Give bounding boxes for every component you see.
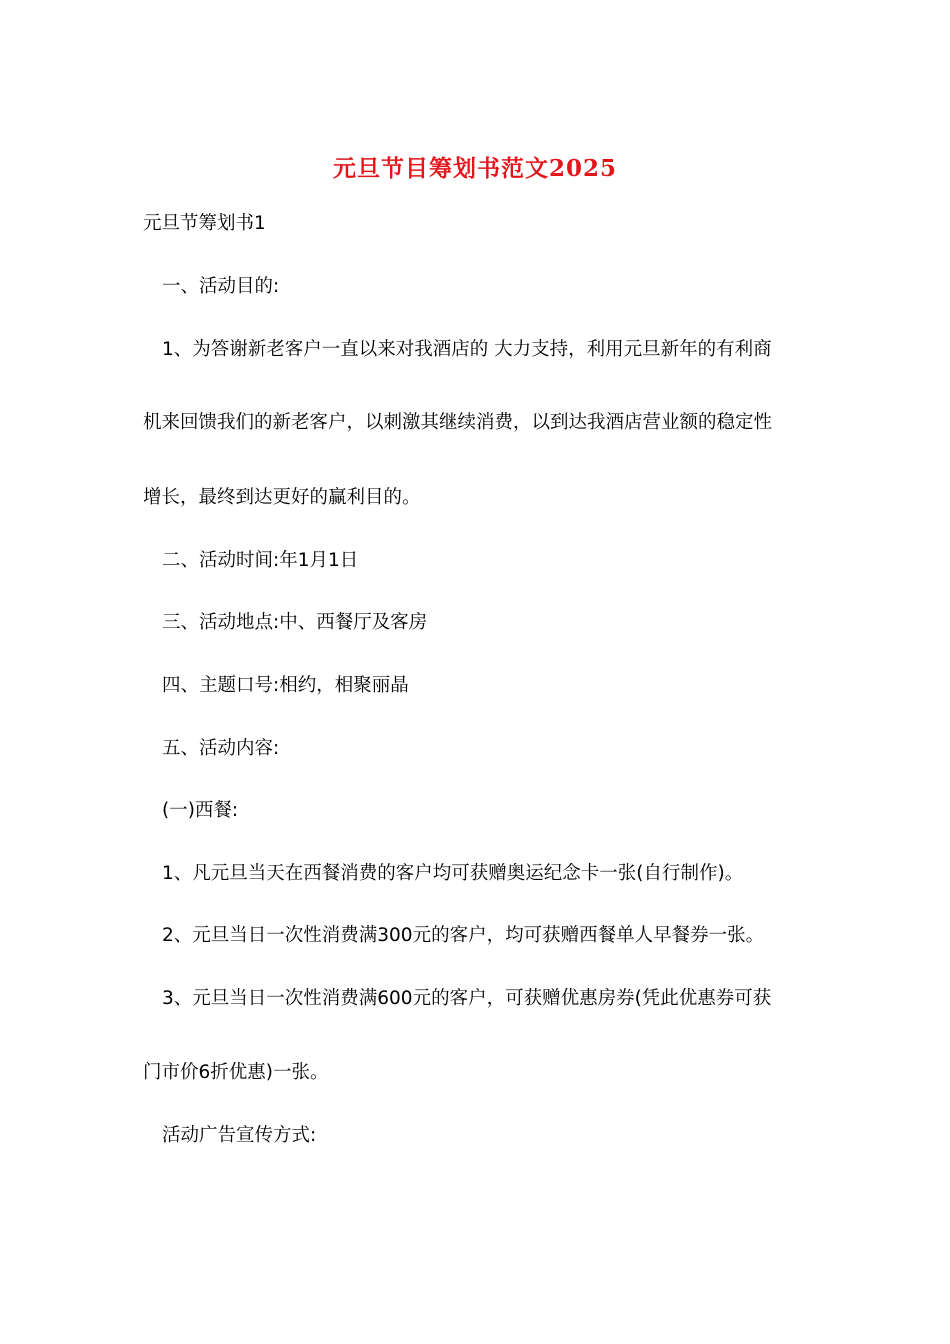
paragraph-line: 活动广告宣传方式:	[162, 1125, 317, 1146]
paragraph-line: 3、元旦当日一次性消费满600元的客户，可获赠优惠房券(凭此优惠券可获	[162, 988, 772, 1009]
paragraph-line: (一)西餐:	[162, 800, 239, 821]
paragraph-line: 三、活动地点:中、西餐厅及客房	[162, 612, 428, 633]
paragraph-line: 四、主题口号:相约，相聚丽晶	[162, 675, 409, 696]
paragraph-line: 1、为答谢新老客户一直以来对我酒店的 大力支持，利用元旦新年的有利商	[162, 339, 772, 360]
paragraph-line: 1、凡元旦当天在西餐消费的客户均可获赠奥运纪念卡一张(自行制作)。	[162, 863, 744, 884]
paragraph-line: 增长，最终到达更好的赢利目的。	[143, 487, 421, 508]
paragraph-line: 二、活动时间:年1月1日	[162, 550, 359, 571]
paragraph-line: 五、活动内容:	[162, 738, 280, 759]
paragraph-line: 2、元旦当日一次性消费满300元的客户，均可获赠西餐单人早餐券一张。	[162, 925, 765, 946]
paragraph-line: 机来回馈我们的新老客户，以刺激其继续消费，以到达我酒店营业额的稳定性	[143, 412, 773, 433]
paragraph-line: 一、活动目的:	[162, 276, 280, 297]
document-title: 元旦节目筹划书范文2025	[332, 155, 617, 182]
section-heading: 元旦节筹划书1	[143, 213, 266, 234]
paragraph-line: 门市价6折优惠)一张。	[143, 1062, 329, 1083]
